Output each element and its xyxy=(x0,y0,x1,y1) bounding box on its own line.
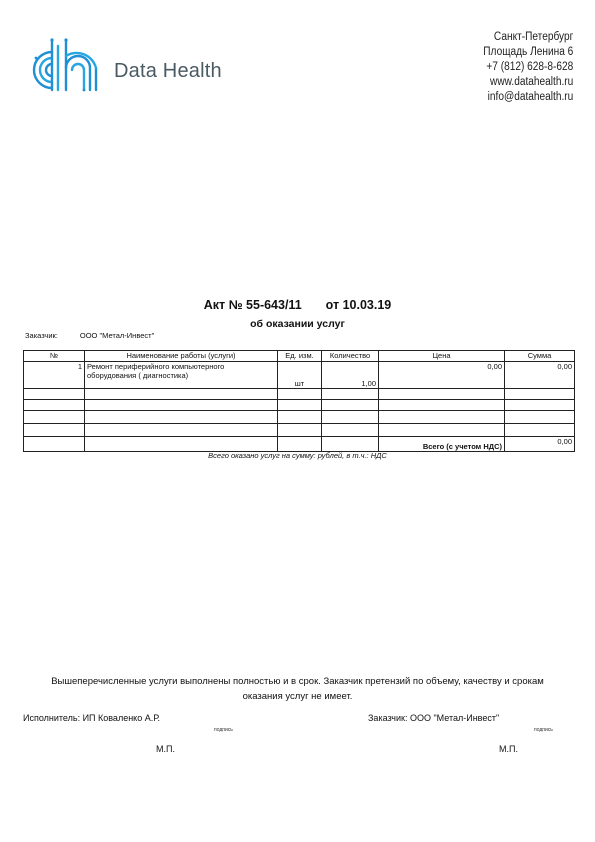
col-header-sum: Сумма xyxy=(505,351,575,362)
table-row-empty xyxy=(24,424,575,437)
contact-city: Санкт-Петербург xyxy=(493,31,573,43)
table-row-empty xyxy=(24,411,575,424)
contact-address: Площадь Ленина 6 xyxy=(482,46,573,58)
customer-signature-label: Заказчик: ООО "Метал-Инвест" xyxy=(368,713,500,723)
customer-stamp-place: М.П. xyxy=(499,744,518,754)
row-number: 1 xyxy=(24,362,85,389)
data-health-logo xyxy=(22,38,102,94)
table-row xyxy=(24,362,575,389)
summary-text: Всего оказано услуг на сумму: рублей, в т.ч.: НДС xyxy=(208,451,387,460)
contact-phone[interactable]: +7 (812) 628-8-628 xyxy=(486,61,573,73)
col-header-unit: Ед. изм. xyxy=(278,351,322,362)
total-value: 0,00 xyxy=(505,437,575,452)
executor-stamp-place: М.П. xyxy=(156,744,175,754)
contact-email[interactable]: info@datahealth.ru xyxy=(487,91,573,103)
customer-line xyxy=(25,331,154,340)
act-number: Акт № 55-643/11 xyxy=(203,298,302,312)
table-total-row xyxy=(24,437,575,452)
row-unit: шт xyxy=(278,362,322,389)
row-qty: 1,00 xyxy=(322,362,379,389)
customer-sign-caption: подпись xyxy=(534,727,553,733)
document-subtitle: об оказании услуг xyxy=(250,318,345,330)
col-header-price: Цена xyxy=(379,351,505,362)
contact-block xyxy=(483,30,573,105)
services-table xyxy=(23,350,575,452)
act-date: от 10.03.19 xyxy=(325,298,392,312)
row-sum: 0,00 xyxy=(505,362,575,389)
col-header-qty: Количество xyxy=(322,351,379,362)
customer-value: ООО "Метал-Инвест" xyxy=(79,331,155,340)
customer-label: Заказчик: xyxy=(25,331,58,340)
total-label: Всего (с учетом НДС) xyxy=(379,437,505,452)
executor-sign-caption: подпись xyxy=(214,727,233,733)
document-title xyxy=(0,298,595,312)
completion-statement: Вышеперечисленные услуги выполнены полностью и в срок. Заказчик претензий по объему, качеству и срокам оказания услуг не имеет. xyxy=(51,676,544,702)
col-header-name: Наименование работы (услуги) xyxy=(85,351,278,362)
row-name: Ремонт периферийного компьютерного оборудования ( диагностика) xyxy=(85,362,278,389)
row-price: 0,00 xyxy=(379,362,505,389)
contact-website[interactable]: www.datahealth.ru xyxy=(489,76,573,88)
executor-signature-label: Исполнитель: ИП Коваленко А.Р. xyxy=(23,713,161,723)
brand-name: Data Health xyxy=(114,60,222,82)
table-row-empty xyxy=(24,400,575,411)
col-header-number: № xyxy=(24,351,85,362)
table-row-empty xyxy=(24,389,575,400)
table-header-row xyxy=(24,351,575,362)
